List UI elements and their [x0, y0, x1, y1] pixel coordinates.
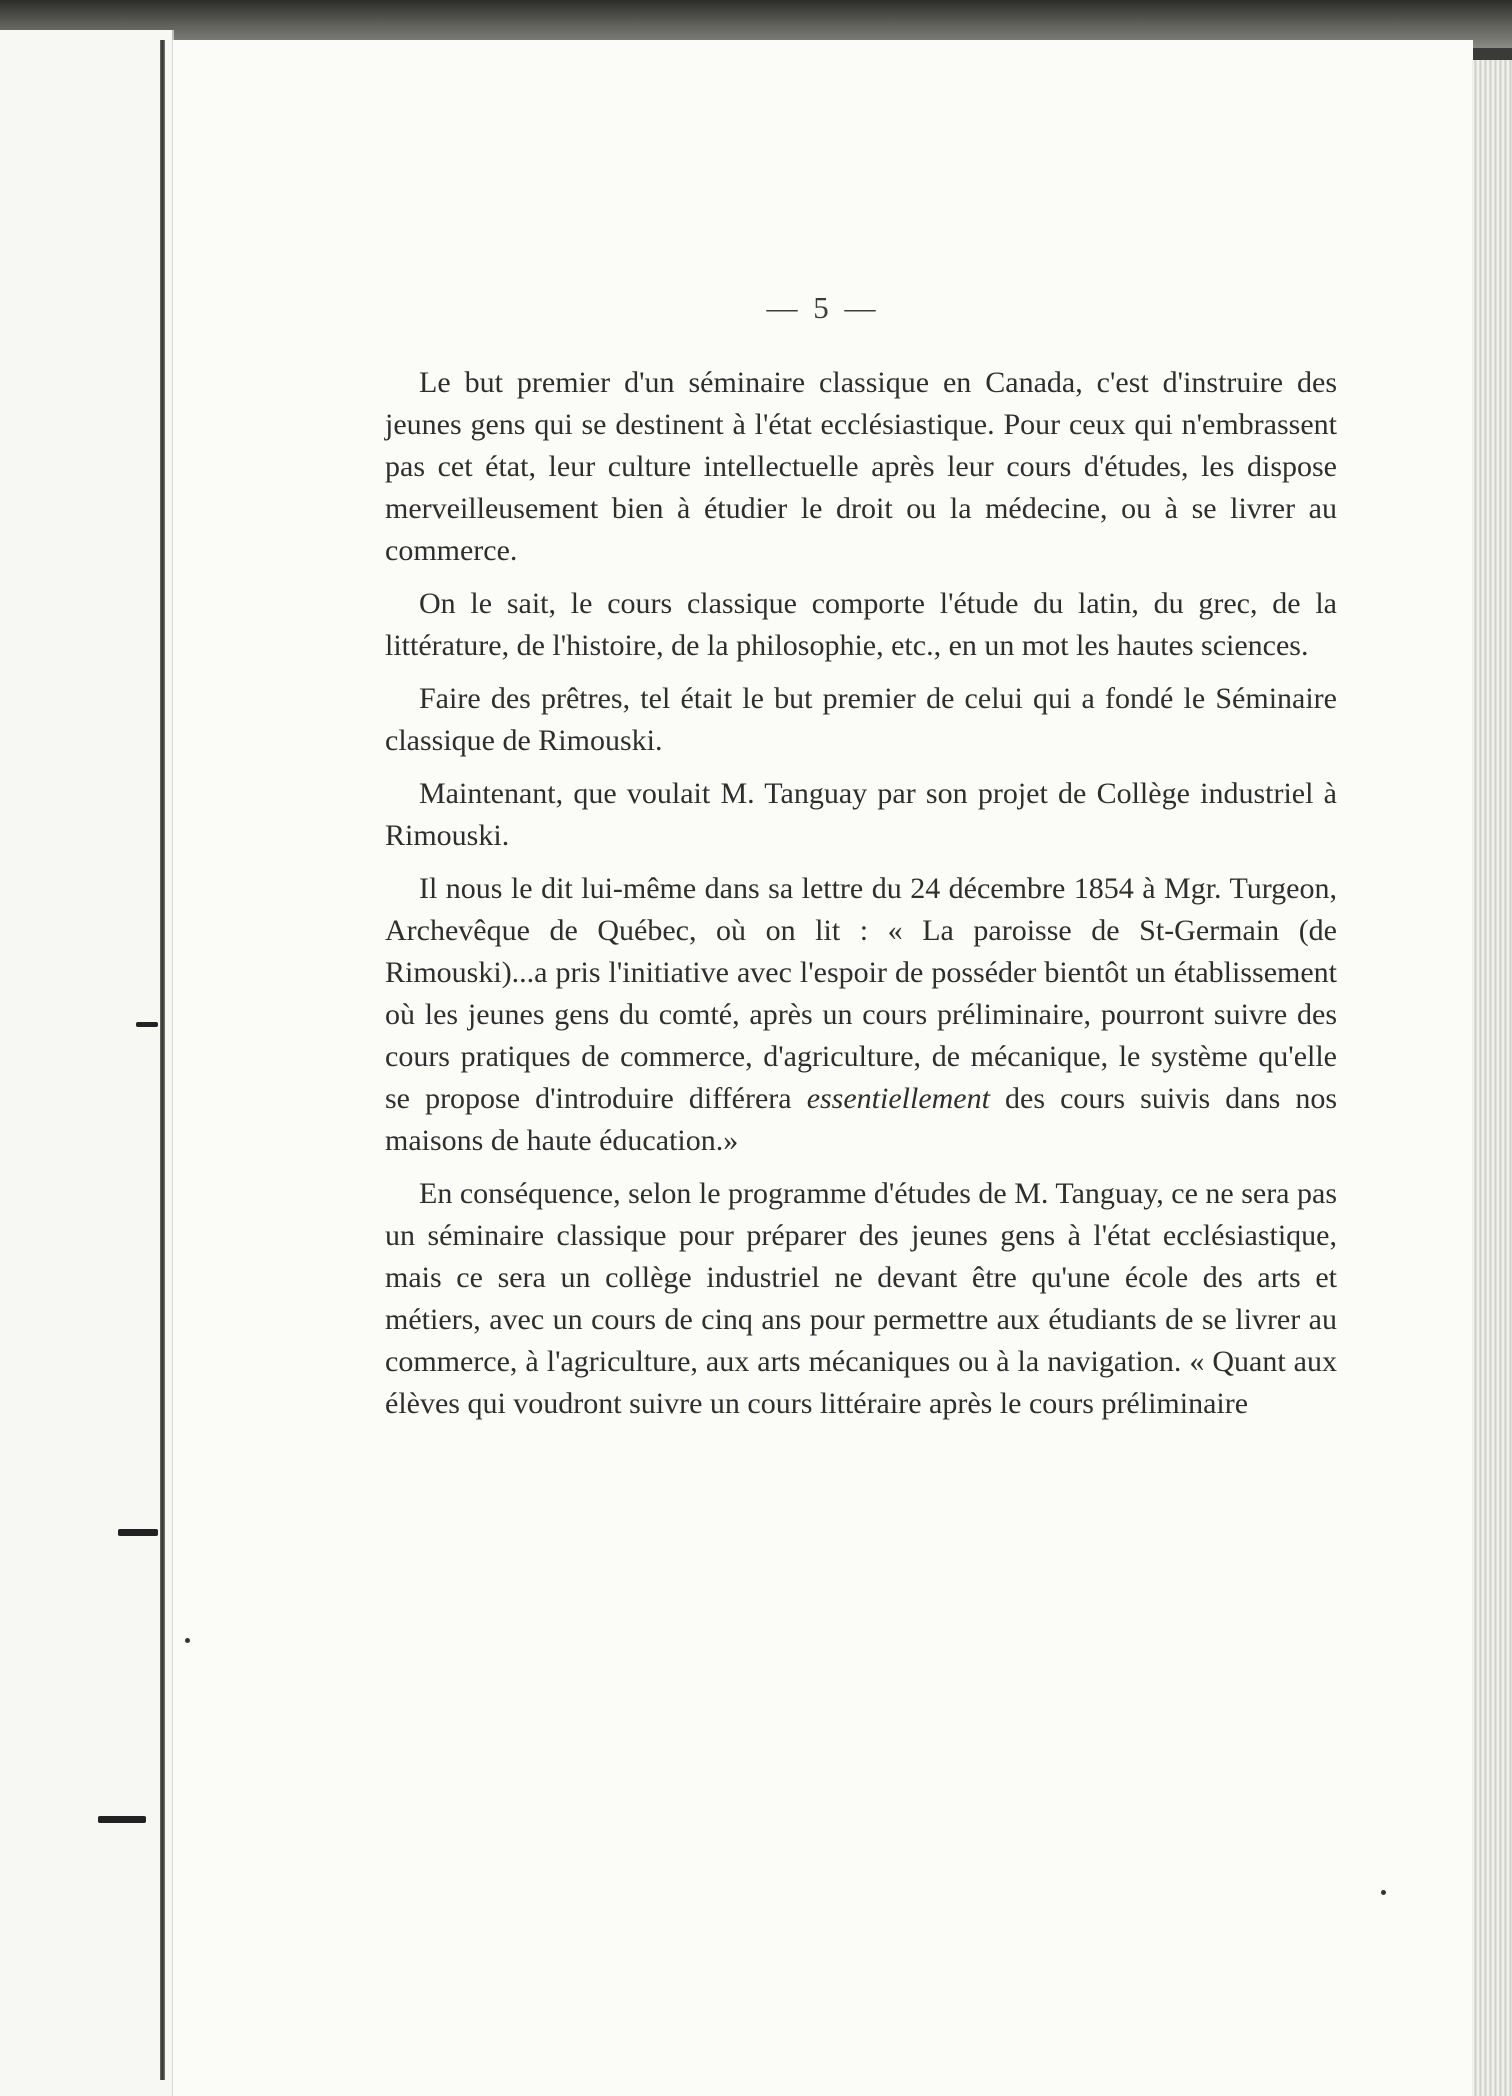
quote-text-before: Il nous le dit lui-même dans sa lettre du 24 décembre 1854 à Mgr. Turgeon, Archevêque de Québec, où on lit : « La paroisse de St-Germain (de Rimouski)...a pris l'initiative avec l'espoir de posséder bientôt un établissement où les jeunes gens du comté, après un cours préliminaire, pourront suivre des cours pratiques de commerce, d'agriculture, de mécanique, le système qu'elle se propose d'introduire différera	[385, 872, 1337, 1115]
left-page-edge	[0, 30, 174, 2096]
spine-stitch-mark	[98, 1816, 146, 1823]
spine-stitch-mark	[118, 1529, 158, 1536]
book-page	[172, 40, 1473, 2096]
page-number: — 5 —	[766, 290, 880, 325]
spine-stitch-mark	[136, 1022, 158, 1027]
book-spine	[160, 40, 165, 2080]
paragraph-quote	[385, 868, 1337, 1162]
dust-speck	[1381, 1890, 1386, 1895]
dust-speck	[185, 1638, 190, 1643]
paragraph: En conséquence, selon le programme d'études de M. Tanguay, ce ne sera pas un séminaire classique pour préparer des jeunes gens à l'état ecclésiastique, mais ce sera un collège industriel ne devant être qu'une école des arts et métiers, avec un cours de cinq ans pour permettre aux étudiants de se livrer au commerce, à l'agriculture, aux arts mécaniques ou à la navigation. « Quant aux élèves qui voudront suivre un cours littéraire après le cours préliminaire	[385, 1177, 1337, 1420]
emphasized-word: essentiellement	[806, 1082, 990, 1115]
paragraph: Faire des prêtres, tel était le but premier de celui qui a fondé le Séminaire classique de Rimouski.	[385, 682, 1337, 757]
body-text	[385, 362, 1337, 1436]
page-stack-edge	[1472, 60, 1512, 2096]
quote-text-after: des cours suivis dans nos maisons de haute éducation.»	[385, 1082, 1338, 1157]
paragraph: On le sait, le cours classique comporte l'étude du latin, du grec, de la littérature, de l'histoire, de la philosophie, etc., en un mot les hautes sciences.	[385, 587, 1337, 662]
paragraph: Le but premier d'un séminaire classique en Canada, c'est d'instruire des jeunes gens qui se destinent à l'état ecclésiastique. Pour ceux qui n'embrassent pas cet état, leur culture intellectuelle après leur cours d'études, les dispose merveilleusement bien à étudier le droit ou la médecine, ou à se livrer au commerce.	[385, 366, 1337, 567]
paragraph: Maintenant, que voulait M. Tanguay par son projet de Collège industriel à Rimouski.	[385, 777, 1337, 852]
